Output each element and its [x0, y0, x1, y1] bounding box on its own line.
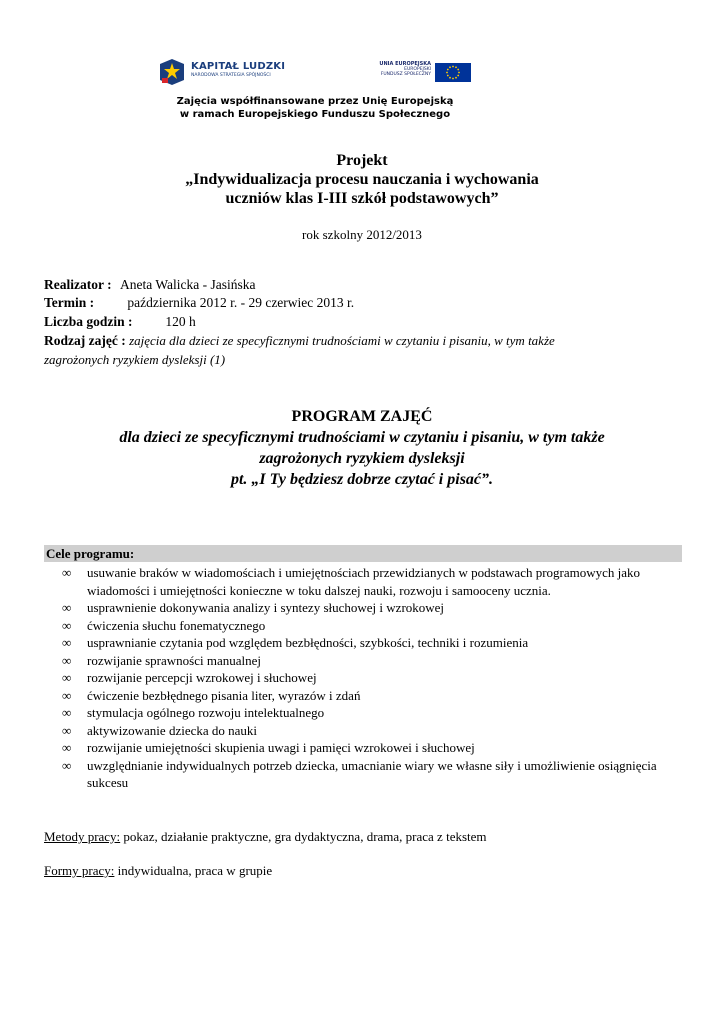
goal-item — [62, 669, 682, 687]
program-heading-block — [60, 406, 664, 490]
infinity-bullet-icon: ∞ — [62, 670, 72, 685]
goal-item — [62, 564, 682, 599]
methods-value: pokaz, działanie praktyczne, gra dydaktyczna, drama, praca z tekstem — [120, 829, 487, 844]
goals-header-bar — [44, 545, 682, 562]
realizator-value: Aneta Walicka - Jasińska — [119, 277, 256, 292]
type-row — [44, 333, 555, 349]
goal-text: rozwijanie percepcji wzrokowej i słuchowej — [87, 670, 317, 685]
goal-text: ćwiczenie bezbłędnego pisania liter, wyrazów i zdań — [87, 687, 361, 703]
goal-text: stymulacja ogólnego rozwoju intelektualnego — [87, 705, 325, 720]
eu-line3: FUNDUSZ SPOŁECZNY — [380, 72, 431, 78]
goal-text: uwzględnianie indywidualnych potrzeb dziecka, umacnianie wiary we własne siły i umożliwienie osiągnięcia sukcesu — [87, 757, 657, 790]
hours-value: 120 h — [165, 314, 196, 329]
eu-logo — [376, 60, 472, 84]
termin-row — [44, 295, 354, 311]
type-value-line-1: zajęcia dla dzieci ze specyficznymi trudnościami w czytaniu i pisaniu, w tym także — [129, 333, 555, 348]
school-year: rok szkolny 2012/2013 — [302, 227, 422, 242]
eu-flag-icon — [435, 63, 471, 82]
cofinancing-line-1: Zajęcia współfinansowane przez Unię Europejską — [176, 96, 454, 107]
goal-text: usprawnienie dokonywania analizy i syntezy słuchowej i wzrokowej — [87, 600, 445, 615]
project-title-line-1: „Indywidualizacja procesu nauczania i wychowania — [185, 171, 539, 188]
infinity-bullet-icon: ∞ — [62, 652, 72, 668]
forms-row — [44, 863, 272, 879]
infinity-bullet-icon: ∞ — [62, 635, 72, 650]
project-label: Projekt — [336, 152, 388, 169]
goal-text: usuwanie braków w wiadomościach i umiejętnościach przewidzianych w podstawach programowych jako wiadomości i umiejętności konieczne w toku dalszej nauki, rozwoju i samooceny ucznia. — [87, 565, 641, 598]
kapital-ludzki-emblem-icon — [158, 58, 186, 86]
project-title-line-2: uczniów klas I-III szkół podstawowych” — [225, 190, 499, 207]
eu-line2: EUROPEJSKI — [404, 67, 431, 73]
hours-row — [44, 314, 196, 330]
forms-value: indywidualna, praca w grupie — [114, 863, 273, 878]
program-subtitle-line-3: pt. „I Ty będziesz dobrze czytać i pisać”. — [230, 471, 494, 488]
cofinancing-note — [150, 95, 480, 121]
goals-list — [62, 564, 682, 792]
methods-row — [44, 829, 487, 845]
infinity-bullet-icon: ∞ — [62, 722, 72, 738]
goal-item — [62, 704, 682, 722]
realizator-label: Realizator : — [44, 277, 112, 292]
goal-text: aktywizowanie dziecka do nauki — [87, 722, 258, 738]
goal-text: rozwijanie sprawności manualnej — [87, 652, 261, 668]
goal-item — [62, 617, 682, 635]
goals-label: Cele programu: — [46, 546, 135, 561]
type-value-line-2: zagrożonych ryzykiem dysleksji (1) — [44, 352, 226, 367]
infinity-bullet-icon: ∞ — [62, 740, 72, 755]
program-heading: PROGRAM ZAJĘĆ — [291, 408, 433, 425]
kapital-ludzki-logo — [158, 58, 298, 86]
goal-item — [62, 757, 682, 792]
goal-text: ćwiczenia słuchu fonematycznego — [87, 617, 266, 633]
termin-value: października 2012 r. - 29 czerwiec 2013 r. — [127, 295, 355, 310]
program-subtitle-line-2: zagrożonych ryzykiem dysleksji — [259, 450, 465, 467]
infinity-bullet-icon: ∞ — [62, 757, 72, 773]
realizator-row — [44, 277, 255, 293]
infinity-bullet-icon: ∞ — [62, 565, 72, 580]
hours-label: Liczba godzin : — [44, 314, 133, 329]
termin-label: Termin : — [44, 295, 95, 310]
goal-item — [62, 739, 682, 757]
kapital-ludzki-subtitle: NARODOWA STRATEGIA SPÓJNOŚCI — [191, 73, 271, 78]
goal-item — [62, 722, 682, 740]
goal-item — [62, 687, 682, 705]
type-label: Rodzaj zajęć : — [44, 333, 126, 348]
infinity-bullet-icon: ∞ — [62, 705, 72, 720]
cofinancing-line-2: w ramach Europejskiego Funduszu Społecznego — [179, 109, 451, 120]
goal-item — [62, 599, 682, 617]
forms-label: Formy pracy: — [44, 863, 115, 878]
type-row-continued — [44, 352, 225, 368]
kapital-ludzki-title: KAPITAŁ LUDZKI — [191, 61, 286, 72]
infinity-bullet-icon: ∞ — [62, 617, 72, 633]
goal-text: usprawnianie czytania pod względem bezbłędności, szybkości, techniki i rozumienia — [87, 635, 529, 650]
infinity-bullet-icon: ∞ — [62, 600, 72, 615]
eu-title: UNIA EUROPEJSKA — [379, 61, 431, 67]
infinity-bullet-icon: ∞ — [62, 687, 72, 703]
goal-item — [62, 652, 682, 670]
project-title-block — [100, 151, 624, 208]
goal-text: rozwijanie umiejętności skupienia uwagi i pamięci wzrokowei i słuchowej — [87, 740, 475, 755]
program-subtitle-line-1: dla dzieci ze specyficznymi trudnościami w czytaniu i pisaniu, w tym także — [119, 429, 605, 446]
methods-label: Metody pracy: — [44, 829, 121, 844]
goal-item — [62, 634, 682, 652]
